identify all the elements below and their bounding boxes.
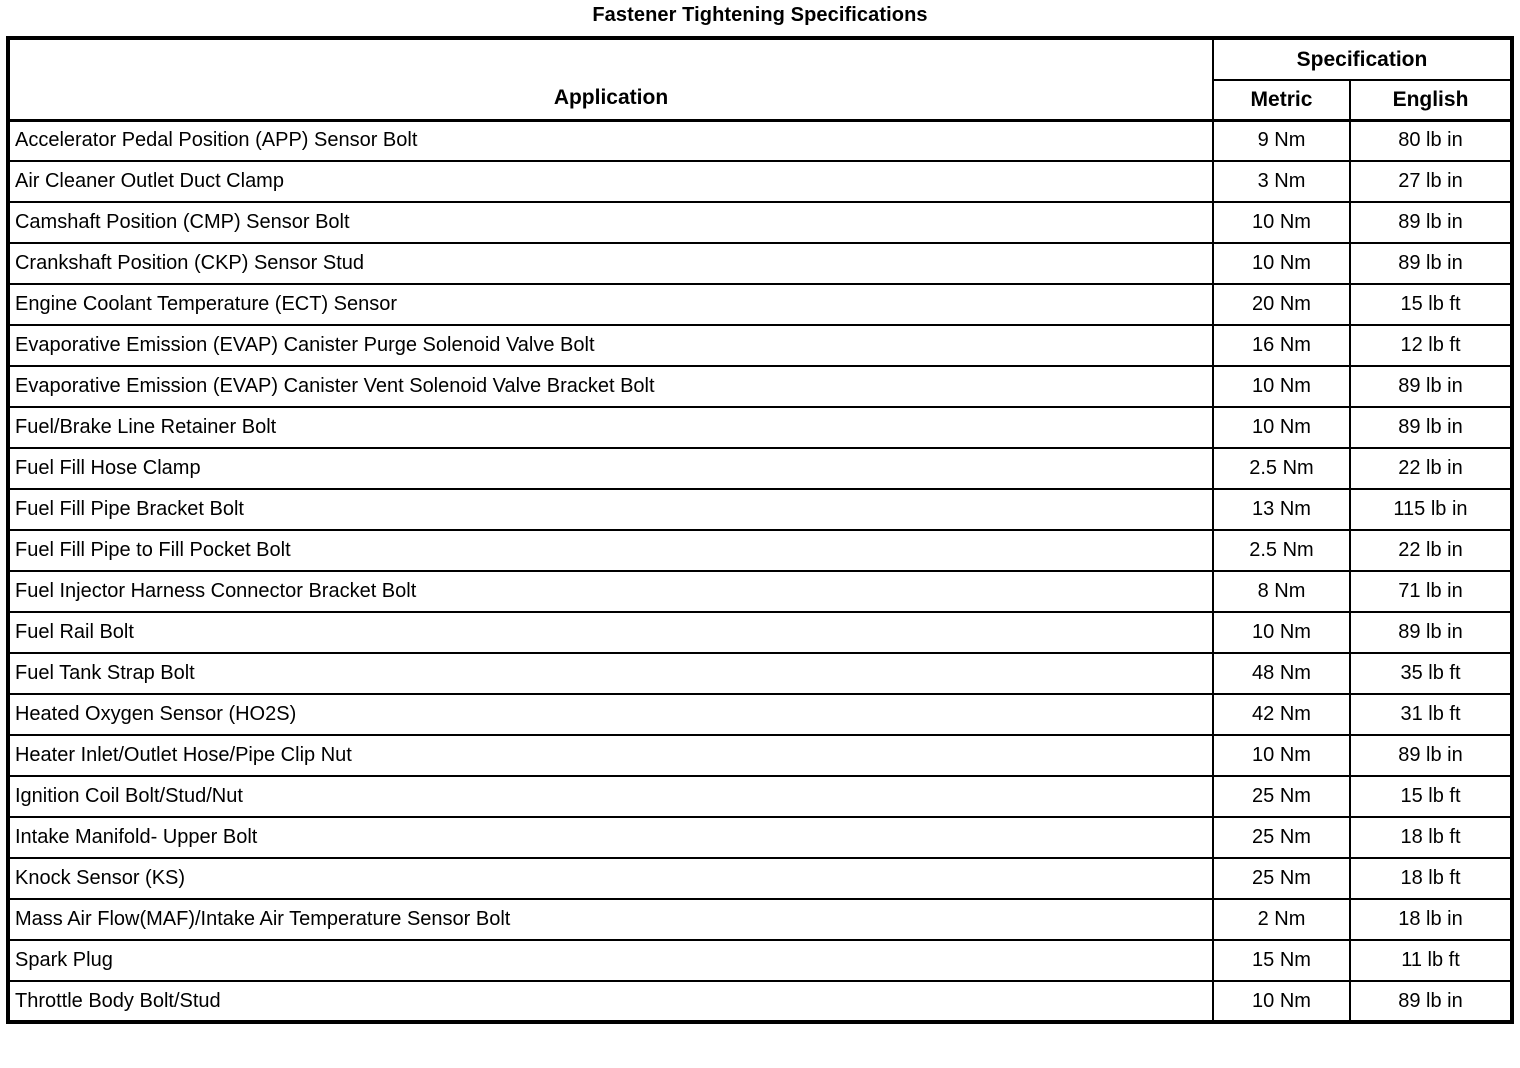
application-cell: Mass Air Flow(MAF)/Intake Air Temperature Sensor Bolt xyxy=(8,899,1213,940)
english-cell: 89 lb in xyxy=(1350,981,1512,1022)
metric-cell: 16 Nm xyxy=(1213,325,1350,366)
application-cell: Crankshaft Position (CKP) Sensor Stud xyxy=(8,243,1213,284)
application-cell: Heated Oxygen Sensor (HO2S) xyxy=(8,694,1213,735)
metric-cell: 2 Nm xyxy=(1213,899,1350,940)
table-header xyxy=(8,38,1512,120)
english-cell: 15 lb ft xyxy=(1350,284,1512,325)
english-cell: 71 lb in xyxy=(1350,571,1512,612)
table-row xyxy=(8,940,1512,981)
application-cell: Engine Coolant Temperature (ECT) Sensor xyxy=(8,284,1213,325)
application-cell: Fuel Tank Strap Bolt xyxy=(8,653,1213,694)
metric-cell: 3 Nm xyxy=(1213,161,1350,202)
table-row xyxy=(8,653,1512,694)
english-cell: 35 lb ft xyxy=(1350,653,1512,694)
metric-cell: 13 Nm xyxy=(1213,489,1350,530)
application-cell: Accelerator Pedal Position (APP) Sensor Bolt xyxy=(8,120,1213,161)
english-cell: 31 lb ft xyxy=(1350,694,1512,735)
application-cell: Fuel Fill Hose Clamp xyxy=(8,448,1213,489)
application-cell: Intake Manifold- Upper Bolt xyxy=(8,817,1213,858)
english-cell: 89 lb in xyxy=(1350,202,1512,243)
metric-cell: 9 Nm xyxy=(1213,120,1350,161)
metric-cell: 8 Nm xyxy=(1213,571,1350,612)
application-cell: Fuel/Brake Line Retainer Bolt xyxy=(8,407,1213,448)
table-row xyxy=(8,735,1512,776)
table-row xyxy=(8,571,1512,612)
table-row xyxy=(8,202,1512,243)
application-cell: Camshaft Position (CMP) Sensor Bolt xyxy=(8,202,1213,243)
table-row xyxy=(8,776,1512,817)
english-cell: 15 lb ft xyxy=(1350,776,1512,817)
english-cell: 18 lb ft xyxy=(1350,858,1512,899)
application-cell: Evaporative Emission (EVAP) Canister Purge Solenoid Valve Bolt xyxy=(8,325,1213,366)
table-row xyxy=(8,407,1512,448)
english-cell: 115 lb in xyxy=(1350,489,1512,530)
metric-cell: 2.5 Nm xyxy=(1213,530,1350,571)
metric-cell: 10 Nm xyxy=(1213,735,1350,776)
english-cell: 80 lb in xyxy=(1350,120,1512,161)
english-cell: 89 lb in xyxy=(1350,612,1512,653)
table-row xyxy=(8,858,1512,899)
metric-cell: 10 Nm xyxy=(1213,366,1350,407)
metric-cell: 48 Nm xyxy=(1213,653,1350,694)
table-row xyxy=(8,284,1512,325)
table-row xyxy=(8,120,1512,161)
english-cell: 22 lb in xyxy=(1350,530,1512,571)
page-title: Fastener Tightening Specifications xyxy=(592,4,928,26)
metric-cell: 10 Nm xyxy=(1213,407,1350,448)
english-cell: 89 lb in xyxy=(1350,366,1512,407)
table-body xyxy=(8,120,1512,1022)
application-cell: Spark Plug xyxy=(8,940,1213,981)
metric-cell: 10 Nm xyxy=(1213,612,1350,653)
table-row xyxy=(8,366,1512,407)
header-metric: Metric xyxy=(1213,80,1350,120)
english-cell: 22 lb in xyxy=(1350,448,1512,489)
english-cell: 12 lb ft xyxy=(1350,325,1512,366)
metric-cell: 20 Nm xyxy=(1213,284,1350,325)
english-cell: 89 lb in xyxy=(1350,407,1512,448)
table-row xyxy=(8,981,1512,1022)
english-cell: 27 lb in xyxy=(1350,161,1512,202)
application-cell: Knock Sensor (KS) xyxy=(8,858,1213,899)
header-row-top xyxy=(8,38,1512,80)
metric-cell: 10 Nm xyxy=(1213,243,1350,284)
application-cell: Heater Inlet/Outlet Hose/Pipe Clip Nut xyxy=(8,735,1213,776)
metric-cell: 15 Nm xyxy=(1213,940,1350,981)
header-application: Application xyxy=(8,38,1213,120)
english-cell: 89 lb in xyxy=(1350,735,1512,776)
fastener-spec-table xyxy=(6,36,1514,1024)
english-cell: 89 lb in xyxy=(1350,243,1512,284)
metric-cell: 2.5 Nm xyxy=(1213,448,1350,489)
english-cell: 18 lb ft xyxy=(1350,817,1512,858)
table-row xyxy=(8,243,1512,284)
table-row xyxy=(8,694,1512,735)
table-row xyxy=(8,899,1512,940)
table-row xyxy=(8,530,1512,571)
header-specification: Specification xyxy=(1213,38,1512,80)
english-cell: 11 lb ft xyxy=(1350,940,1512,981)
application-cell: Fuel Fill Pipe Bracket Bolt xyxy=(8,489,1213,530)
table-row xyxy=(8,448,1512,489)
header-english: English xyxy=(1350,80,1512,120)
table-row xyxy=(8,612,1512,653)
metric-cell: 10 Nm xyxy=(1213,202,1350,243)
table-row xyxy=(8,161,1512,202)
metric-cell: 42 Nm xyxy=(1213,694,1350,735)
table-row xyxy=(8,489,1512,530)
metric-cell: 10 Nm xyxy=(1213,981,1350,1022)
application-cell: Ignition Coil Bolt/Stud/Nut xyxy=(8,776,1213,817)
metric-cell: 25 Nm xyxy=(1213,817,1350,858)
application-cell: Evaporative Emission (EVAP) Canister Vent Solenoid Valve Bracket Bolt xyxy=(8,366,1213,407)
application-cell: Fuel Injector Harness Connector Bracket Bolt xyxy=(8,571,1213,612)
application-cell: Fuel Fill Pipe to Fill Pocket Bolt xyxy=(8,530,1213,571)
table-row xyxy=(8,325,1512,366)
metric-cell: 25 Nm xyxy=(1213,776,1350,817)
application-cell: Throttle Body Bolt/Stud xyxy=(8,981,1213,1022)
application-cell: Air Cleaner Outlet Duct Clamp xyxy=(8,161,1213,202)
metric-cell: 25 Nm xyxy=(1213,858,1350,899)
english-cell: 18 lb in xyxy=(1350,899,1512,940)
table-row xyxy=(8,817,1512,858)
application-cell: Fuel Rail Bolt xyxy=(8,612,1213,653)
